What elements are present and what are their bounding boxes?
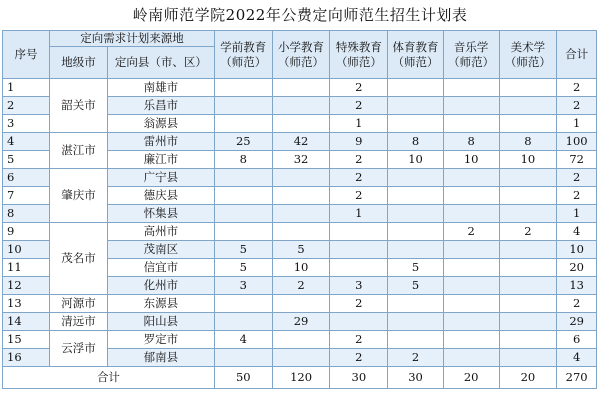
table-row [3, 223, 597, 241]
pe-cell: 10 [388, 151, 444, 169]
total-cell: 1 [557, 115, 597, 133]
row-index: 8 [3, 205, 50, 223]
table-row [3, 79, 597, 97]
header-seq: 序号 [3, 31, 50, 79]
preschool-cell [214, 115, 272, 133]
header-music: 音乐学（师范） [443, 31, 499, 79]
total-special-cell: 30 [330, 367, 388, 389]
primary-cell: 32 [272, 151, 330, 169]
primary-cell: 29 [272, 313, 330, 331]
special-cell: 2 [330, 331, 388, 349]
enrollment-plan-table [2, 30, 597, 389]
totals-label: 合计 [3, 367, 215, 389]
music-cell: 8 [443, 133, 499, 151]
art-cell: 8 [499, 133, 557, 151]
preschool-cell: 4 [214, 331, 272, 349]
total-cell: 13 [557, 277, 597, 295]
total-cell: 100 [557, 133, 597, 151]
header-art: 美术学（师范） [499, 31, 557, 79]
primary-cell [272, 169, 330, 187]
pe-cell: 5 [388, 277, 444, 295]
art-cell [499, 97, 557, 115]
row-index: 4 [3, 133, 50, 151]
primary-cell [272, 349, 330, 367]
city-cell: 湛江市 [50, 133, 108, 169]
music-cell [443, 349, 499, 367]
row-index: 16 [3, 349, 50, 367]
art-cell [499, 169, 557, 187]
header-city: 地级市 [50, 47, 108, 79]
music-cell [443, 259, 499, 277]
music-cell [443, 115, 499, 133]
county-cell: 茂南区 [107, 241, 214, 259]
row-index: 13 [3, 295, 50, 313]
art-cell [499, 259, 557, 277]
art-cell: 10 [499, 151, 557, 169]
music-cell [443, 313, 499, 331]
total-music-cell: 20 [443, 367, 499, 389]
preschool-cell [214, 295, 272, 313]
pe-cell: 2 [388, 349, 444, 367]
row-index: 15 [3, 331, 50, 349]
music-cell [443, 79, 499, 97]
primary-cell: 5 [272, 241, 330, 259]
total-cell: 2 [557, 169, 597, 187]
primary-cell [272, 331, 330, 349]
music-cell [443, 241, 499, 259]
county-cell: 乐昌市 [107, 97, 214, 115]
primary-cell [272, 79, 330, 97]
pe-cell [388, 331, 444, 349]
pe-cell [388, 313, 444, 331]
art-cell [499, 295, 557, 313]
music-cell [443, 331, 499, 349]
primary-cell [272, 295, 330, 313]
preschool-cell [214, 169, 272, 187]
primary-cell: 42 [272, 133, 330, 151]
art-cell [499, 331, 557, 349]
county-cell: 郁南县 [107, 349, 214, 367]
preschool-cell: 25 [214, 133, 272, 151]
table-row [3, 295, 597, 313]
county-cell: 廉江市 [107, 151, 214, 169]
art-cell [499, 313, 557, 331]
preschool-cell: 5 [214, 259, 272, 277]
preschool-cell: 8 [214, 151, 272, 169]
preschool-cell [214, 313, 272, 331]
total-cell: 4 [557, 223, 597, 241]
county-cell: 广宁县 [107, 169, 214, 187]
county-cell: 化州市 [107, 277, 214, 295]
primary-cell [272, 223, 330, 241]
pe-cell [388, 79, 444, 97]
page-title: 岭南师范学院2022年公费定向师范生招生计划表 [132, 6, 468, 24]
total-preschool-cell: 50 [214, 367, 272, 389]
special-cell [330, 241, 388, 259]
row-index: 11 [3, 259, 50, 277]
art-cell [499, 205, 557, 223]
total-pe-cell: 30 [388, 367, 444, 389]
art-cell [499, 241, 557, 259]
city-cell: 茂名市 [50, 223, 108, 295]
table-row [3, 133, 597, 151]
header-preschool: 学前教育（师范） [214, 31, 272, 79]
pe-cell [388, 115, 444, 133]
total-cell: 2 [557, 79, 597, 97]
special-cell: 1 [330, 205, 388, 223]
art-cell [499, 349, 557, 367]
special-cell [330, 223, 388, 241]
pe-cell [388, 241, 444, 259]
special-cell: 9 [330, 133, 388, 151]
row-index: 14 [3, 313, 50, 331]
music-cell [443, 187, 499, 205]
special-cell: 3 [330, 277, 388, 295]
art-cell [499, 277, 557, 295]
total-cell: 10 [557, 241, 597, 259]
county-cell: 德庆县 [107, 187, 214, 205]
row-index: 10 [3, 241, 50, 259]
music-cell [443, 277, 499, 295]
pe-cell: 8 [388, 133, 444, 151]
total-total-cell: 270 [557, 367, 597, 389]
preschool-cell [214, 79, 272, 97]
pe-cell [388, 295, 444, 313]
special-cell: 2 [330, 151, 388, 169]
music-cell [443, 295, 499, 313]
city-cell: 清远市 [50, 313, 108, 331]
primary-cell: 2 [272, 277, 330, 295]
header-special: 特殊教育（师范） [330, 31, 388, 79]
primary-cell [272, 205, 330, 223]
preschool-cell [214, 97, 272, 115]
county-cell: 雷州市 [107, 133, 214, 151]
primary-cell [272, 187, 330, 205]
city-cell: 云浮市 [50, 331, 108, 367]
total-art-cell: 20 [499, 367, 557, 389]
special-cell: 2 [330, 187, 388, 205]
total-cell: 29 [557, 313, 597, 331]
special-cell: 2 [330, 97, 388, 115]
music-cell: 10 [443, 151, 499, 169]
special-cell: 2 [330, 79, 388, 97]
row-index: 7 [3, 187, 50, 205]
total-cell: 4 [557, 349, 597, 367]
total-cell: 72 [557, 151, 597, 169]
pe-cell [388, 223, 444, 241]
art-cell [499, 79, 557, 97]
city-cell: 河源市 [50, 295, 108, 313]
primary-cell [272, 115, 330, 133]
pe-cell: 5 [388, 259, 444, 277]
special-cell: 2 [330, 349, 388, 367]
county-cell: 信宜市 [107, 259, 214, 277]
art-cell [499, 115, 557, 133]
county-cell: 南雄市 [107, 79, 214, 97]
preschool-cell [214, 349, 272, 367]
art-cell: 2 [499, 223, 557, 241]
special-cell: 2 [330, 169, 388, 187]
header-total: 合计 [557, 31, 597, 79]
city-cell: 韶关市 [50, 79, 108, 133]
row-index: 6 [3, 169, 50, 187]
special-cell [330, 259, 388, 277]
total-cell: 20 [557, 259, 597, 277]
pe-cell [388, 205, 444, 223]
totals-row [3, 367, 597, 389]
pe-cell [388, 187, 444, 205]
row-index: 3 [3, 115, 50, 133]
row-index: 2 [3, 97, 50, 115]
table-row [3, 313, 597, 331]
county-cell: 翁源县 [107, 115, 214, 133]
music-cell: 2 [443, 223, 499, 241]
preschool-cell [214, 223, 272, 241]
county-cell: 怀集县 [107, 205, 214, 223]
row-index: 12 [3, 277, 50, 295]
preschool-cell: 3 [214, 277, 272, 295]
pe-cell [388, 97, 444, 115]
music-cell [443, 205, 499, 223]
header-source: 定向需求计划来源地 [50, 31, 215, 47]
table-row [3, 331, 597, 349]
preschool-cell [214, 187, 272, 205]
total-cell: 1 [557, 205, 597, 223]
music-cell [443, 97, 499, 115]
music-cell [443, 169, 499, 187]
total-cell: 2 [557, 295, 597, 313]
city-cell: 肇庆市 [50, 169, 108, 223]
table-row [3, 169, 597, 187]
header-primary: 小学教育（师范） [272, 31, 330, 79]
row-index: 5 [3, 151, 50, 169]
primary-cell [272, 97, 330, 115]
county-cell: 东源县 [107, 295, 214, 313]
art-cell [499, 187, 557, 205]
header-pe: 体育教育（师范） [388, 31, 444, 79]
special-cell [330, 313, 388, 331]
county-cell: 阳山县 [107, 313, 214, 331]
special-cell: 2 [330, 295, 388, 313]
county-cell: 罗定市 [107, 331, 214, 349]
preschool-cell [214, 205, 272, 223]
row-index: 1 [3, 79, 50, 97]
total-primary-cell: 120 [272, 367, 330, 389]
total-cell: 2 [557, 97, 597, 115]
total-cell: 2 [557, 187, 597, 205]
total-cell: 6 [557, 331, 597, 349]
special-cell: 1 [330, 115, 388, 133]
primary-cell: 10 [272, 259, 330, 277]
row-index: 9 [3, 223, 50, 241]
county-cell: 高州市 [107, 223, 214, 241]
header-county: 定向县（市、区） [107, 47, 214, 79]
preschool-cell: 5 [214, 241, 272, 259]
pe-cell [388, 169, 444, 187]
